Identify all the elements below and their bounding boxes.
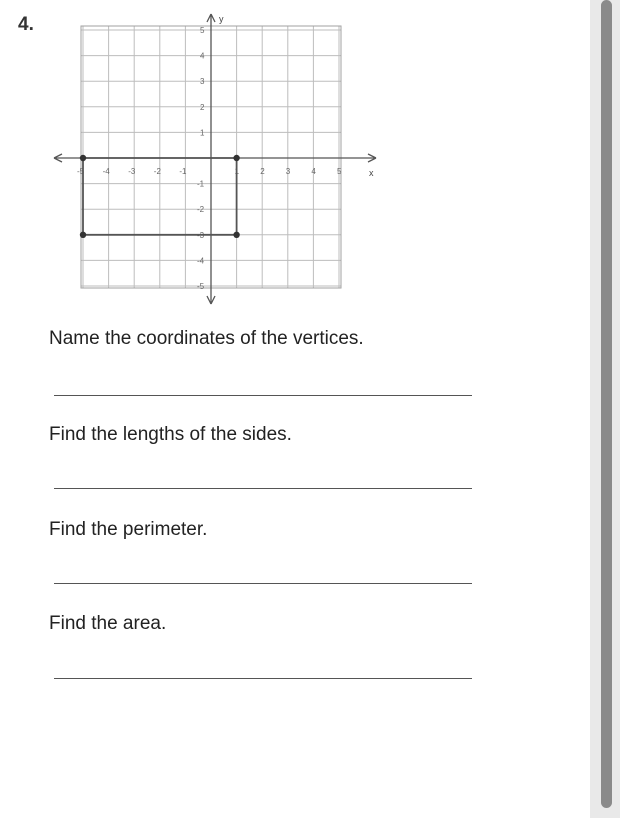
question-side-lengths: Find the lengths of the sides. [49, 424, 292, 445]
y-tick-label: -2 [197, 205, 205, 215]
answer-line-area[interactable] [54, 678, 472, 679]
question-area: Find the area. [49, 613, 167, 634]
x-tick-label: 5 [337, 167, 342, 176]
x-tick-label: 2 [260, 167, 265, 176]
coordinate-graph [48, 8, 388, 310]
y-tick-label: 2 [200, 102, 205, 112]
y-tick-label: -1 [197, 179, 205, 189]
y-tick-label: 5 [200, 26, 205, 35]
x-axis-label: x [369, 168, 374, 178]
x-tick-label: -4 [102, 167, 110, 176]
y-tick-label: -5 [197, 282, 205, 291]
scrollbar-thumb[interactable] [601, 0, 612, 808]
problem-number: 4. [18, 14, 34, 35]
y-axis-label: y [219, 14, 224, 24]
y-tick-label: 1 [200, 128, 205, 138]
rectangle-vertex-point [233, 232, 239, 238]
y-tick-label: 3 [200, 77, 205, 87]
y-tick-label: -4 [197, 256, 205, 266]
x-tick-label: 3 [285, 167, 291, 176]
answer-line-perimeter[interactable] [54, 583, 472, 584]
x-tick-label: -1 [179, 167, 187, 176]
rectangle-vertex-point [80, 232, 86, 238]
x-tick-label: -2 [153, 167, 161, 176]
answer-line-vertices[interactable] [54, 395, 472, 396]
x-tick-label: 4 [311, 167, 316, 176]
question-vertices: Name the coordinates of the vertices. [49, 328, 364, 349]
y-tick-label: 4 [200, 51, 205, 61]
rectangle-vertex-point [233, 155, 239, 161]
rectangle-vertex-point [80, 155, 86, 161]
answer-line-side-lengths[interactable] [54, 488, 472, 489]
y-tick-label: -3 [197, 230, 205, 240]
x-tick-label: -5 [77, 167, 85, 176]
x-tick-label: 1 [234, 167, 240, 176]
x-tick-label: -3 [128, 167, 136, 176]
question-perimeter: Find the perimeter. [49, 519, 208, 540]
